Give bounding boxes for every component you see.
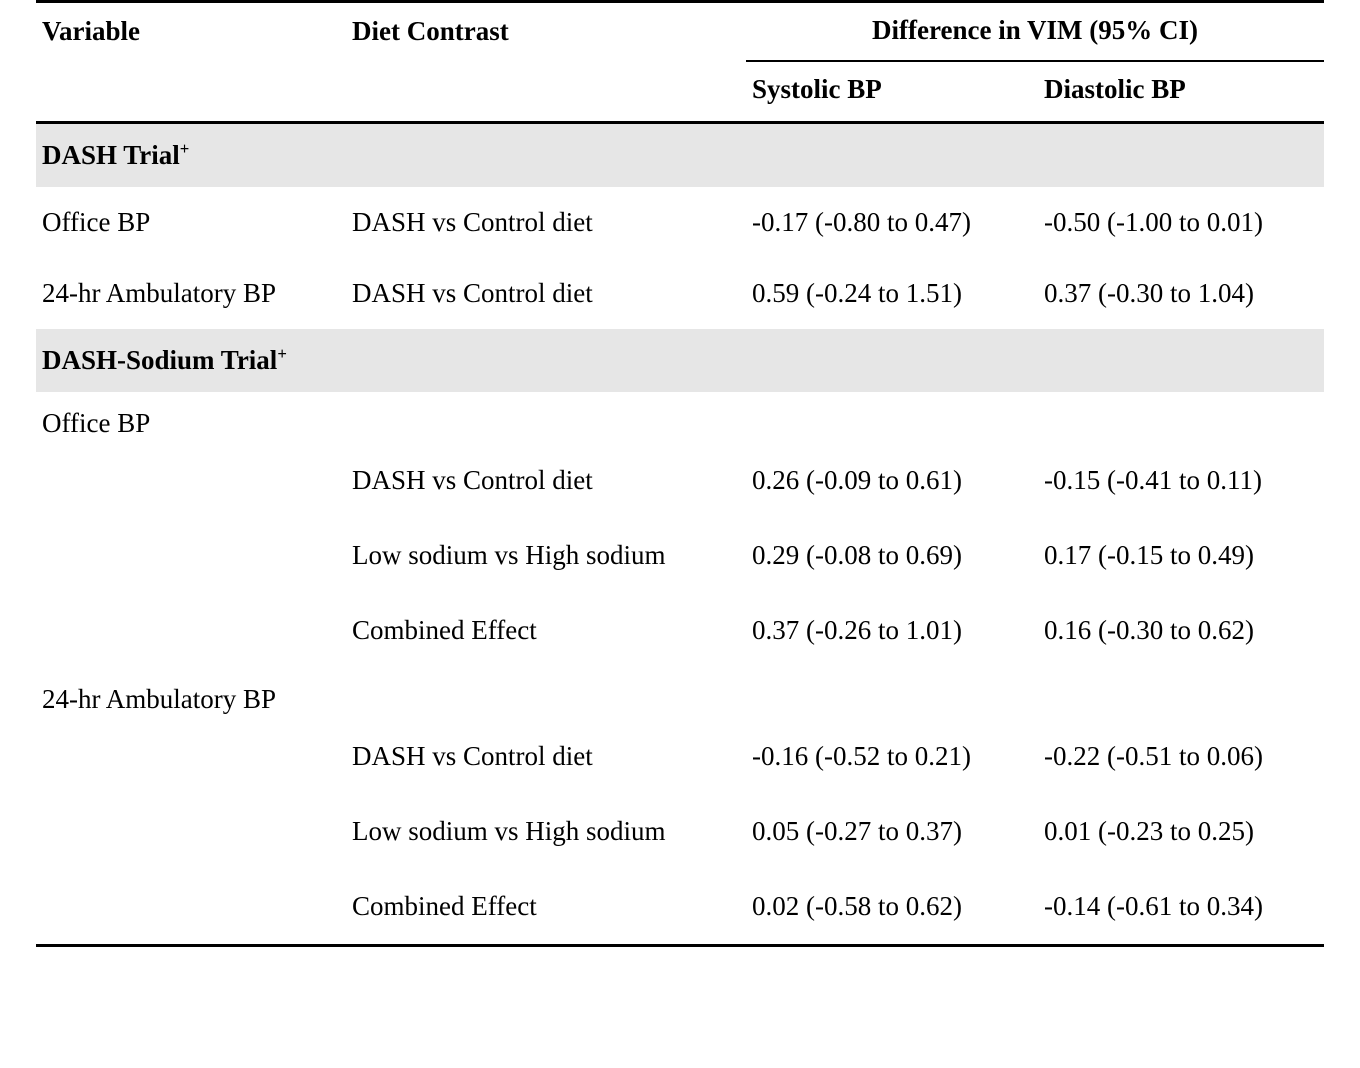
table-header-row bbox=[36, 2, 1324, 62]
section-title: DASH Trial bbox=[42, 140, 180, 170]
row-variable-empty bbox=[36, 518, 346, 593]
row-variable-empty bbox=[36, 443, 346, 518]
group-spacer-contrast bbox=[346, 668, 746, 719]
row-systolic: 0.59 (-0.24 to 1.51) bbox=[752, 278, 962, 308]
row-systolic: -0.17 (-0.80 to 0.47) bbox=[752, 207, 971, 237]
table-row bbox=[36, 187, 1324, 258]
row-contrast: DASH vs Control diet bbox=[352, 278, 593, 308]
row-diastolic: 0.17 (-0.15 to 0.49) bbox=[1044, 540, 1254, 570]
row-contrast: Combined Effect bbox=[352, 891, 537, 921]
table-row bbox=[36, 518, 1324, 593]
table-row bbox=[36, 794, 1324, 869]
group-label-row bbox=[36, 668, 1324, 719]
row-variable-empty bbox=[36, 794, 346, 869]
group-spacer-contrast bbox=[346, 392, 746, 443]
row-systolic: 0.26 (-0.09 to 0.61) bbox=[752, 465, 962, 495]
vim-results-table bbox=[36, 0, 1324, 947]
row-diastolic: 0.16 (-0.30 to 0.62) bbox=[1044, 615, 1254, 645]
subheader-spacer-contrast bbox=[346, 61, 746, 121]
row-contrast: Combined Effect bbox=[352, 615, 537, 645]
group-variable-office-bp: Office BP bbox=[42, 408, 151, 438]
row-systolic: -0.16 (-0.52 to 0.21) bbox=[752, 741, 971, 771]
row-systolic: 0.29 (-0.08 to 0.69) bbox=[752, 540, 962, 570]
section-title: DASH-Sodium Trial bbox=[42, 345, 278, 375]
row-variable: 24-hr Ambulatory BP bbox=[42, 278, 276, 308]
row-systolic: 0.02 (-0.58 to 0.62) bbox=[752, 891, 962, 921]
column-header-diastolic: Diastolic BP bbox=[1044, 74, 1186, 104]
group-spacer-diastolic bbox=[1038, 392, 1324, 443]
row-diastolic: -0.14 (-0.61 to 0.34) bbox=[1044, 891, 1263, 921]
row-contrast: DASH vs Control diet bbox=[352, 741, 593, 771]
group-spacer-systolic bbox=[746, 668, 1038, 719]
section-title-marker: + bbox=[277, 344, 287, 363]
group-spacer-diastolic bbox=[1038, 668, 1324, 719]
row-diastolic: -0.22 (-0.51 to 0.06) bbox=[1044, 741, 1263, 771]
section-header-dash-trial bbox=[36, 123, 1324, 188]
row-contrast: Low sodium vs High sodium bbox=[352, 540, 666, 570]
row-variable-empty bbox=[36, 719, 346, 794]
group-label-row bbox=[36, 392, 1324, 443]
row-variable-empty bbox=[36, 869, 346, 946]
table-row bbox=[36, 443, 1324, 518]
table-row bbox=[36, 869, 1324, 946]
row-contrast: Low sodium vs High sodium bbox=[352, 816, 666, 846]
row-systolic: 0.37 (-0.26 to 1.01) bbox=[752, 615, 962, 645]
row-contrast: DASH vs Control diet bbox=[352, 207, 593, 237]
table-row bbox=[36, 258, 1324, 329]
row-diastolic: 0.37 (-0.30 to 1.04) bbox=[1044, 278, 1254, 308]
row-diastolic: -0.50 (-1.00 to 0.01) bbox=[1044, 207, 1263, 237]
column-header-systolic: Systolic BP bbox=[752, 74, 882, 104]
section-title-cell bbox=[36, 329, 1324, 392]
table-subheader-row bbox=[36, 61, 1324, 121]
row-variable-empty bbox=[36, 593, 346, 668]
table-bottom-rule bbox=[36, 946, 1324, 948]
row-diastolic: 0.01 (-0.23 to 0.25) bbox=[1044, 816, 1254, 846]
row-systolic: 0.05 (-0.27 to 0.37) bbox=[752, 816, 962, 846]
group-spacer-systolic bbox=[746, 392, 1038, 443]
column-header-diet-contrast: Diet Contrast bbox=[346, 2, 746, 62]
column-header-variable: Variable bbox=[36, 2, 346, 62]
row-diastolic: -0.15 (-0.41 to 0.11) bbox=[1044, 465, 1262, 495]
table-row bbox=[36, 719, 1324, 794]
section-title-cell bbox=[36, 123, 1324, 188]
table-row bbox=[36, 593, 1324, 668]
row-variable: Office BP bbox=[42, 207, 151, 237]
section-header-dash-sodium-trial bbox=[36, 329, 1324, 392]
row-contrast: DASH vs Control diet bbox=[352, 465, 593, 495]
subheader-spacer-variable bbox=[36, 61, 346, 121]
group-variable-ambulatory-bp: 24-hr Ambulatory BP bbox=[42, 684, 276, 714]
column-header-group-difference: Difference in VIM (95% CI) bbox=[746, 2, 1324, 62]
section-title-marker: + bbox=[179, 139, 190, 158]
